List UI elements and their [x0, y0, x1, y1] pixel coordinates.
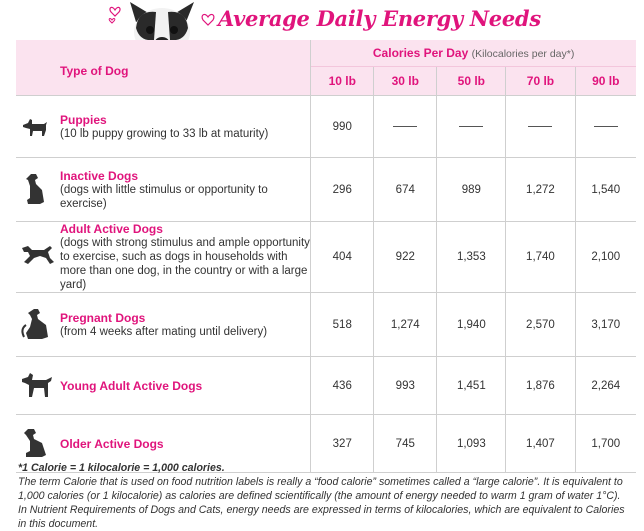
- pregnant-dog-icon: [20, 307, 52, 341]
- calorie-value: 922: [374, 222, 437, 293]
- calorie-value: 990: [311, 96, 374, 158]
- calorie-value: 1,274: [374, 293, 437, 357]
- no-value-dash: [374, 96, 437, 158]
- dog-type-cell: [16, 96, 311, 158]
- calorie-value: 436: [311, 357, 374, 415]
- dog-type-name: Older Active Dogs: [60, 436, 164, 451]
- calorie-value: 2,100: [575, 222, 636, 293]
- calorie-value: 1,740: [506, 222, 575, 293]
- calorie-value: 993: [374, 357, 437, 415]
- table-row: [16, 293, 636, 357]
- weight-header: 10 lb: [311, 67, 374, 96]
- heart-doodle-icon: [108, 4, 122, 28]
- calorie-value: 296: [311, 158, 374, 222]
- calorie-value: 1,272: [506, 158, 575, 222]
- calorie-value: 1,407: [506, 415, 575, 473]
- calorie-value: 3,170: [575, 293, 636, 357]
- calories-per-day-header: [311, 40, 636, 67]
- page-title: Average Daily Energy Needs: [218, 6, 541, 31]
- running-dog-icon: [20, 242, 54, 268]
- type-of-dog-header: Type of Dog: [16, 40, 311, 96]
- calorie-value: 1,353: [437, 222, 506, 293]
- calorie-value: 1,540: [575, 158, 636, 222]
- calorie-value: 518: [311, 293, 374, 357]
- calorie-value: 2,264: [575, 357, 636, 415]
- dog-type-cell: [16, 222, 311, 293]
- calorie-value: 1,940: [437, 293, 506, 357]
- calorie-value: 745: [374, 415, 437, 473]
- dog-type-cell: [16, 357, 311, 415]
- dog-type-description: (dogs with little stimulus or opportunity to exercise): [60, 183, 268, 210]
- calorie-value: 1,700: [575, 415, 636, 473]
- calorie-value: 2,570: [506, 293, 575, 357]
- footnote-body: The term Calorie that is used on food nutrition labels is really a “food calorie” sometimes called a “large calorie”. It is equivalent to 1,000 calories (or 1 kilocalorie) as calories are defined scientifically (the amount of energy needed to warm 1 gram of water 1°C). In Nutrient Requirements of Dogs and Cats, energy needs are expressed in terms of kilocalories, which are equivalent to Calories in this document.: [18, 476, 625, 530]
- weight-header: 30 lb: [374, 67, 437, 96]
- calorie-value: 989: [437, 158, 506, 222]
- heart-doodle-icon: [200, 12, 216, 28]
- dog-type-cell: [16, 293, 311, 357]
- table-header-row: [16, 40, 636, 67]
- dog-type-name: Pregnant Dogs: [60, 310, 146, 325]
- dog-type-cell: [16, 158, 311, 222]
- weight-header: 70 lb: [506, 67, 575, 96]
- dog-type-description: (from 4 weeks after mating until delivery): [60, 325, 268, 338]
- no-value-dash: [575, 96, 636, 158]
- table-row: [16, 357, 636, 415]
- dog-type-description: (dogs with strong stimulus and ample opportunity to exercise, such as dogs in households with more than one dog, in the country or with a large yard): [60, 237, 310, 291]
- dog-type-name: Adult Active Dogs: [60, 222, 163, 236]
- weight-header: 90 lb: [575, 67, 636, 96]
- puppy-icon: [20, 116, 50, 138]
- table-row: [16, 96, 636, 158]
- calorie-value: 674: [374, 158, 437, 222]
- table-row: [16, 222, 636, 293]
- calorie-value: 1,451: [437, 357, 506, 415]
- sitting-dog-icon: [20, 172, 50, 206]
- dog-type-name: Puppies: [60, 112, 107, 127]
- standing-dog-icon: [20, 371, 54, 399]
- calorie-value: 404: [311, 222, 374, 293]
- no-value-dash: [437, 96, 506, 158]
- dog-type-name: Inactive Dogs: [60, 168, 139, 183]
- calories-header-unit: (Kilocalories per day*): [471, 48, 575, 60]
- energy-needs-table: [16, 40, 636, 473]
- older-dog-icon: [20, 427, 50, 459]
- calorie-value: 327: [311, 415, 374, 473]
- dog-type-name: Young Adult Active Dogs: [60, 378, 203, 393]
- weight-header: 50 lb: [437, 67, 506, 96]
- calorie-value: 1,093: [437, 415, 506, 473]
- footnote: [18, 461, 628, 531]
- dog-type-description: (10 lb puppy growing to 33 lb at maturity): [60, 127, 269, 140]
- no-value-dash: [506, 96, 575, 158]
- table-row: [16, 158, 636, 222]
- calories-header-label: Calories Per Day: [372, 46, 469, 60]
- footnote-definition: *1 Calorie = 1 kilocalorie = 1,000 calories.: [18, 462, 225, 474]
- calorie-value: 1,876: [506, 357, 575, 415]
